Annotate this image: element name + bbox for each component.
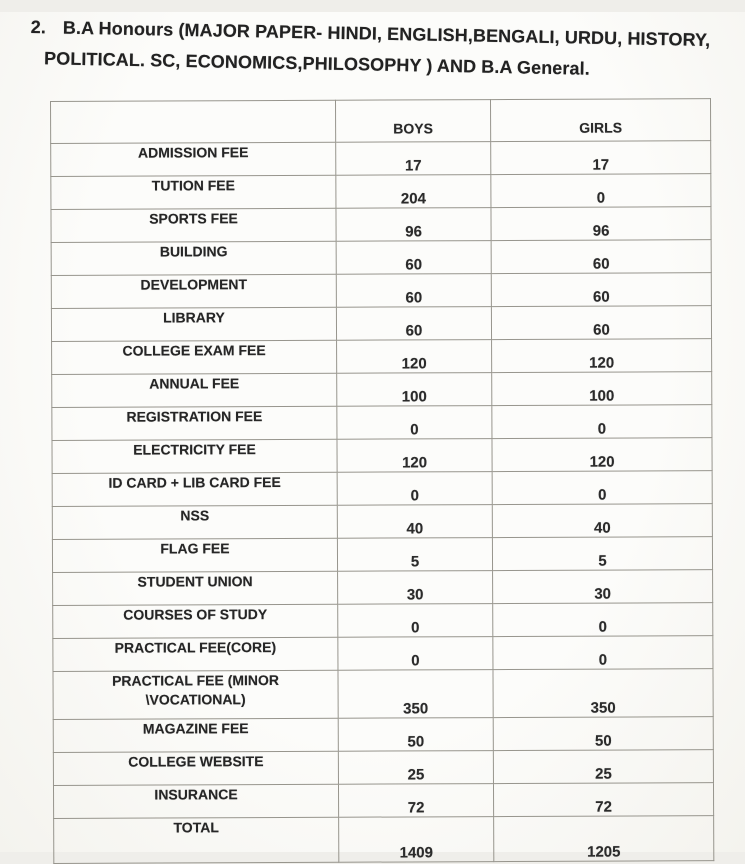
fee-label-cell [52,472,337,506]
header-girls-column: GIRLS [490,99,710,142]
boys-value: 120 [337,340,492,374]
fee-label: REGISTRATION FEE [126,408,263,425]
boys-value: 1409 [339,817,494,863]
girls-value: 17 [491,141,711,175]
fee-label: PRACTICAL FEE(CORE) [114,639,277,656]
fee-row [51,174,711,210]
boys-value: 72 [338,784,493,818]
fee-label: COLLEGE WEBSITE [128,753,264,770]
fee-row [53,717,713,753]
fee-label: ADMISSION FEE [137,144,249,161]
boys-value: 40 [337,505,492,539]
girls-value: 50 [493,717,713,751]
girls-value: 0 [493,636,713,670]
fee-label-cell [51,274,336,308]
fee-label: FLAG FEE [160,540,230,557]
girls-value: 72 [493,783,713,817]
boys-value: 0 [337,406,492,440]
fee-label: COLLEGE EXAM FEE [122,342,266,359]
fee-row [51,306,711,342]
fee-label-cell [53,637,338,671]
fee-label: SPORTS FEE [149,210,238,227]
fee-row [53,783,713,819]
fee-label-cell [52,439,337,473]
fee-label: ELECTRICITY FEE [133,441,256,458]
fee-row [53,603,713,639]
fee-label: PRACTICAL FEE (MINOR \VOCATIONAL) [112,672,280,708]
boys-value: 0 [338,604,493,638]
header-boys-column: BOYS [335,100,490,143]
girls-value: 40 [492,504,712,538]
fee-label-cell [52,538,337,572]
boys-value: 5 [337,538,492,572]
boys-value: 30 [338,571,493,605]
fee-label: TOTAL [173,819,219,836]
fee-label-cell [52,340,337,374]
girls-value: 96 [491,207,711,241]
boys-value: 60 [336,241,491,275]
fee-row [51,273,711,309]
fee-label: INSURANCE [154,786,238,803]
fee-row [52,372,712,408]
section-heading [30,12,745,87]
fee-row [52,471,712,507]
girls-value: 60 [491,273,711,307]
header-item-column [51,100,336,143]
fee-label: COURSES OF STUDY [123,606,268,623]
boys-value: 50 [338,718,493,752]
fee-row [52,405,712,441]
fee-label: STUDENT UNION [137,573,253,590]
section-number: 2. [30,16,47,38]
fee-label-cell [52,373,337,407]
boys-value: 96 [336,208,491,242]
boys-value: 25 [338,751,493,785]
boys-value: 60 [336,307,491,341]
fee-label-cell [51,175,336,209]
girls-value: 0 [493,603,713,637]
boys-value: 60 [336,274,491,308]
girls-value: 0 [492,471,712,505]
fee-label-cell [53,604,338,638]
boys-value: 120 [337,439,492,473]
fee-table-body [51,141,714,864]
girls-value: 30 [493,570,713,604]
girls-value: 5 [492,537,712,571]
fee-label-cell [51,142,336,176]
fee-label-cell [52,406,337,440]
fee-label-cell [51,307,336,341]
fee-label: DEVELOPMENT [140,276,248,293]
fee-row [54,816,714,864]
girls-value: 0 [492,405,712,439]
fee-label-cell [53,571,338,605]
fee-row [53,750,713,786]
fee-row [52,438,712,474]
fee-row [53,669,713,720]
fee-label: TUTION FEE [151,177,236,194]
fee-label-cell [54,817,339,863]
girls-value: 1205 [494,816,714,862]
fee-label-cell [53,751,338,785]
fee-label-cell [53,784,338,818]
boys-value: 100 [337,373,492,407]
girls-value: 120 [492,339,712,373]
girls-value: 60 [491,240,711,274]
fee-label: BUILDING [159,243,228,260]
document-page [0,12,745,862]
fee-row [51,240,711,276]
girls-value: 100 [492,372,712,406]
boys-value: 17 [336,142,491,176]
fee-label: ANNUAL FEE [149,375,240,392]
boys-value: 0 [337,472,492,506]
fee-row [51,141,711,177]
fee-row [52,339,712,375]
fee-table [50,98,714,864]
fee-row [51,207,711,243]
girls-value: 350 [493,669,713,718]
boys-value: 350 [338,670,493,719]
fee-label: NSS [180,507,210,524]
girls-value: 0 [491,174,711,208]
fee-label-cell [52,505,337,539]
fee-label: LIBRARY [163,309,225,326]
boys-value: 0 [338,637,493,671]
fee-label-cell [53,670,338,719]
heading-line-1-text: B.A Honours (MAJOR PAPER- HINDI, ENGLISH,BENGALI, URDU, HISTORY, [62,17,711,51]
fee-row [53,636,713,672]
fee-label: MAGAZINE FEE [142,720,249,737]
fee-label-cell [51,208,336,242]
boys-value: 204 [336,175,491,209]
girls-value: 25 [493,750,713,784]
fee-label-cell [51,241,336,275]
fee-label: ID CARD + LIB CARD FEE [108,473,281,491]
heading-line-2: POLITICAL. SC, ECONOMICS,PHILOSOPHY ) AND B.A General. [43,48,591,79]
girls-value: 60 [491,306,711,340]
fee-row [53,570,713,606]
girls-value: 120 [492,438,712,472]
fee-row [52,537,712,573]
fee-label-cell [53,718,338,752]
fee-table-header-row [51,99,711,144]
fee-row [52,504,712,540]
